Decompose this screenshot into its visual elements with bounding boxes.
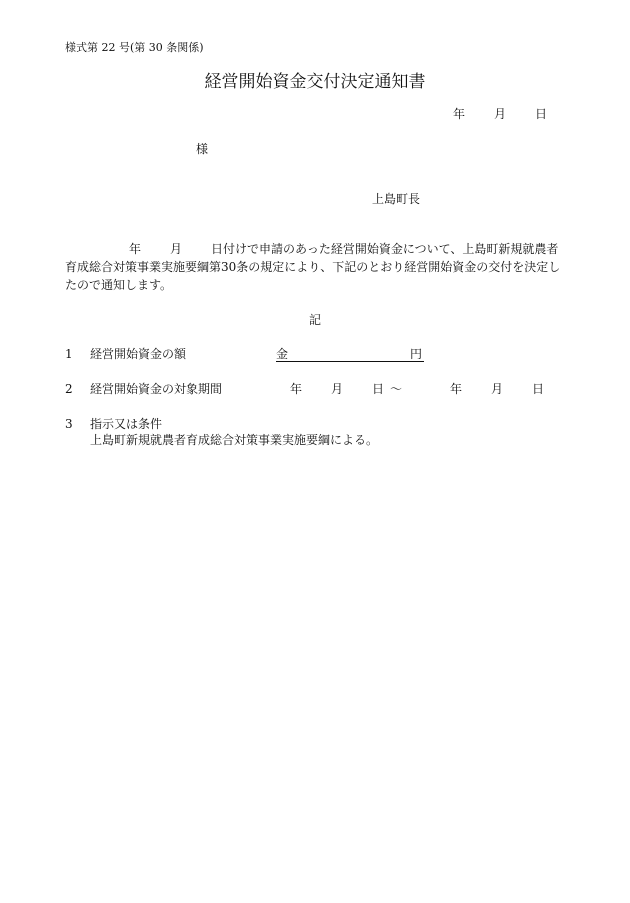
item-2-label: 経営開始資金の対象期間 (90, 382, 223, 396)
issuer-name: 上島町長 (372, 192, 421, 206)
condition-text: 上島町新規就農者育成総合対策事業実施要綱による。 (90, 433, 379, 447)
period-end-day: 日 (532, 382, 545, 396)
form-number-label: 様式第 22 号(第 30 条関係) (65, 41, 204, 54)
item-1-number: 1 (65, 347, 73, 361)
body-text: 日付けで申請のあった経営開始資金について、上島町新規就農者育成総合対策事業実施要綱第30条の規定により、下記のとおり経営開始資金の交付を決定したので通知します。 (65, 242, 561, 292)
body-year: 年 (129, 242, 142, 256)
amount-suffix: 円 (409, 347, 422, 361)
addressee-suffix: 様 (196, 142, 209, 156)
date-day: 日 (535, 107, 548, 121)
period-start-year: 年 (290, 382, 303, 396)
ki-heading: 記 (308, 313, 321, 327)
amount-field (276, 348, 424, 362)
period-tilde: 〜 (390, 382, 403, 396)
document-title: 経営開始資金交付決定通知書 (204, 72, 426, 92)
period-start-day: 日 (372, 382, 385, 396)
body-month: 月 (170, 242, 183, 256)
date-year: 年 (453, 107, 466, 121)
period-end-year: 年 (450, 382, 463, 396)
date-month: 月 (494, 107, 507, 121)
item-3-number: 3 (65, 417, 73, 431)
item-3-label: 指示又は条件 (90, 417, 163, 431)
body-paragraph (65, 240, 565, 294)
period-end-month: 月 (491, 382, 504, 396)
item-1-label: 経営開始資金の額 (90, 347, 187, 361)
item-2-number: 2 (65, 382, 73, 396)
period-start-month: 月 (331, 382, 344, 396)
amount-prefix: 金 (276, 347, 289, 361)
